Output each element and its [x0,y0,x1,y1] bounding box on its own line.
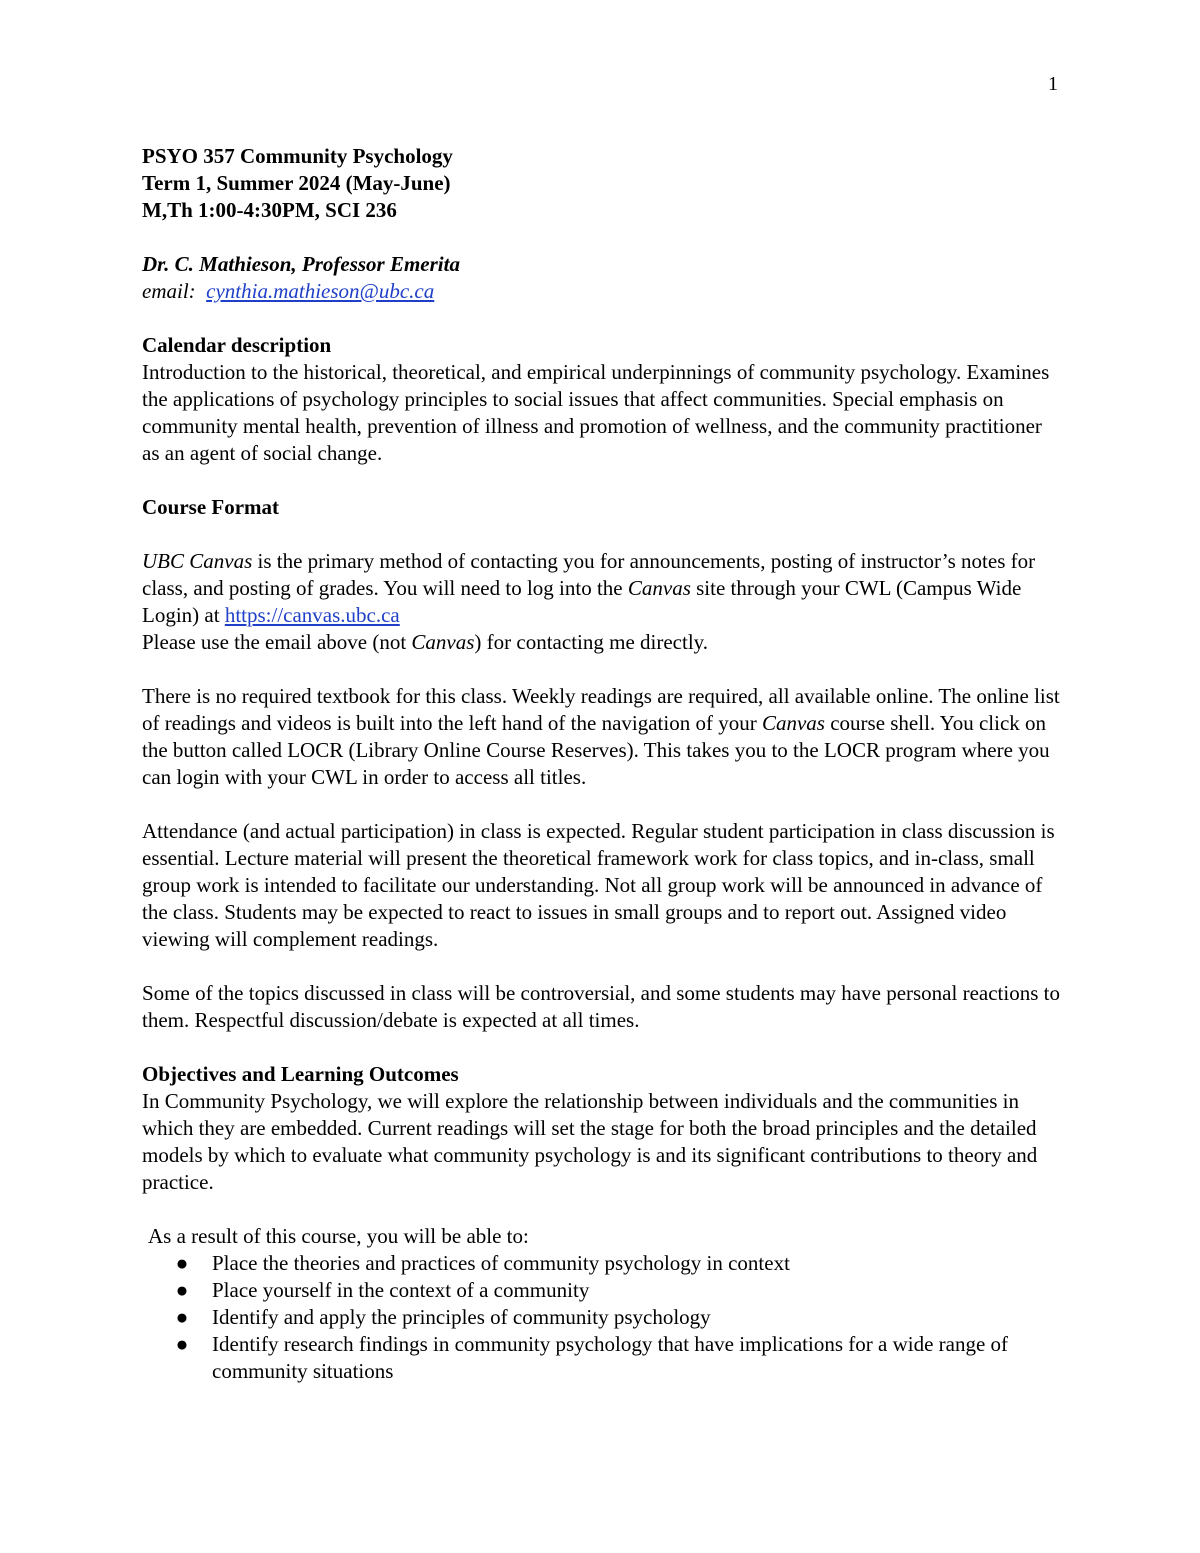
course-term: Term 1, Summer 2024 (May-June) [142,171,451,195]
bullet-icon: ● [175,1278,189,1302]
objectives-heading: Objectives and Learning Outcomes [142,1062,459,1086]
calendar-description-heading: Calendar description [142,333,332,357]
canvas-url-link[interactable]: https://canvas.ubc.ca [224,603,400,627]
objectives-text: In Community Psychology, we will explore the relationship between individuals and the communities in which they are embedded. Current readings will set the stage for both the broad principles and the detailed models by which to evaluate what community psychology is and its significant contributions to theory and practice. [142,1089,1038,1194]
bullet-icon: ● [175,1332,189,1356]
course-format-paragraph-canvas [142,548,1062,629]
readings-text-a: There is no required textbook for this class. Weekly readings are required, all available online. The online list of readings and videos is built into the left hand of the navigation of your [142,684,1060,735]
page-number: 1 [1048,73,1058,95]
course-schedule: M,Th 1:00-4:30PM, SCI 236 [142,198,397,222]
outcomes-intro: As a result of this course, you will be able to: [148,1224,529,1248]
email-note-canvas-word: Canvas [411,630,475,654]
course-format-attendance-paragraph: Attendance (and actual participation) in class is expected. Regular student participation in class discussion is essential. Lecture material will present the theoretical framework work for class topics, and in-class, small group work is intended to facilitate our understanding. Not all group work will be announced in advance of the class. Students may be expected to react to issues in small groups and to report out. Assigned video viewing will complement readings. [142,819,1055,951]
instructor-email-link[interactable]: cynthia.mathieson@ubc.ca [206,279,435,303]
outcome-text: Place the theories and practices of community psychology in context [212,1251,790,1275]
bullet-icon: ● [175,1251,189,1275]
list-item [142,1277,1062,1304]
readings-canvas-word: Canvas [761,711,825,735]
email-label: email: [142,279,196,303]
canvas-word: Canvas [627,576,691,600]
course-format-readings-paragraph [142,683,1062,791]
syllabus-content [142,143,1062,1385]
outcome-text: Identify and apply the principles of community psychology [212,1305,711,1329]
bullet-icon: ● [175,1305,189,1329]
canvas-text-b: site through your CWL (Campus Wide Login) at [142,576,1022,627]
instructor-name: Dr. C. Mathieson, Professor Emerita [142,252,460,276]
email-note-text-a: Please use the email above (not [142,630,412,654]
canvas-text-a: is the primary method of contacting you for announcements, posting of instructor’s notes for class, and posting of grades. You will need to log into the [142,549,1036,600]
list-item [142,1304,1062,1331]
course-format-email-note [142,629,1062,656]
list-item [142,1331,1062,1385]
calendar-description-text: Introduction to the historical, theoretical, and empirical underpinnings of community psychology. Examines the applications of psychology principles to social issues that affect communities. Special emphasis on community mental health, prevention of illness and promotion of wellness, and the community practitioner as an agent of social change. [142,360,1050,465]
readings-text-b: course shell. You click on the button called LOCR (Library Online Course Reserves). This takes you to the LOCR program where you can login with your CWL in order to access all titles. [142,711,1050,789]
email-note-text-b: ) for contacting me directly. [474,630,709,654]
course-format-topics-paragraph: Some of the topics discussed in class will be controversial, and some students may have personal reactions to them. Respectful discussion/debate is expected at all times. [142,981,1060,1032]
outcomes-list [142,1250,1062,1385]
ubc-canvas-term: UBC Canvas [142,549,253,573]
instructor-email-line [142,278,1062,305]
outcome-text: Identify research findings in community psychology that have implications for a wide range of community situations [212,1332,1009,1383]
list-item [142,1250,1062,1277]
outcome-text: Place yourself in the context of a community [212,1278,590,1302]
course-format-heading: Course Format [142,495,280,519]
course-title: PSYO 357 Community Psychology [142,144,453,168]
